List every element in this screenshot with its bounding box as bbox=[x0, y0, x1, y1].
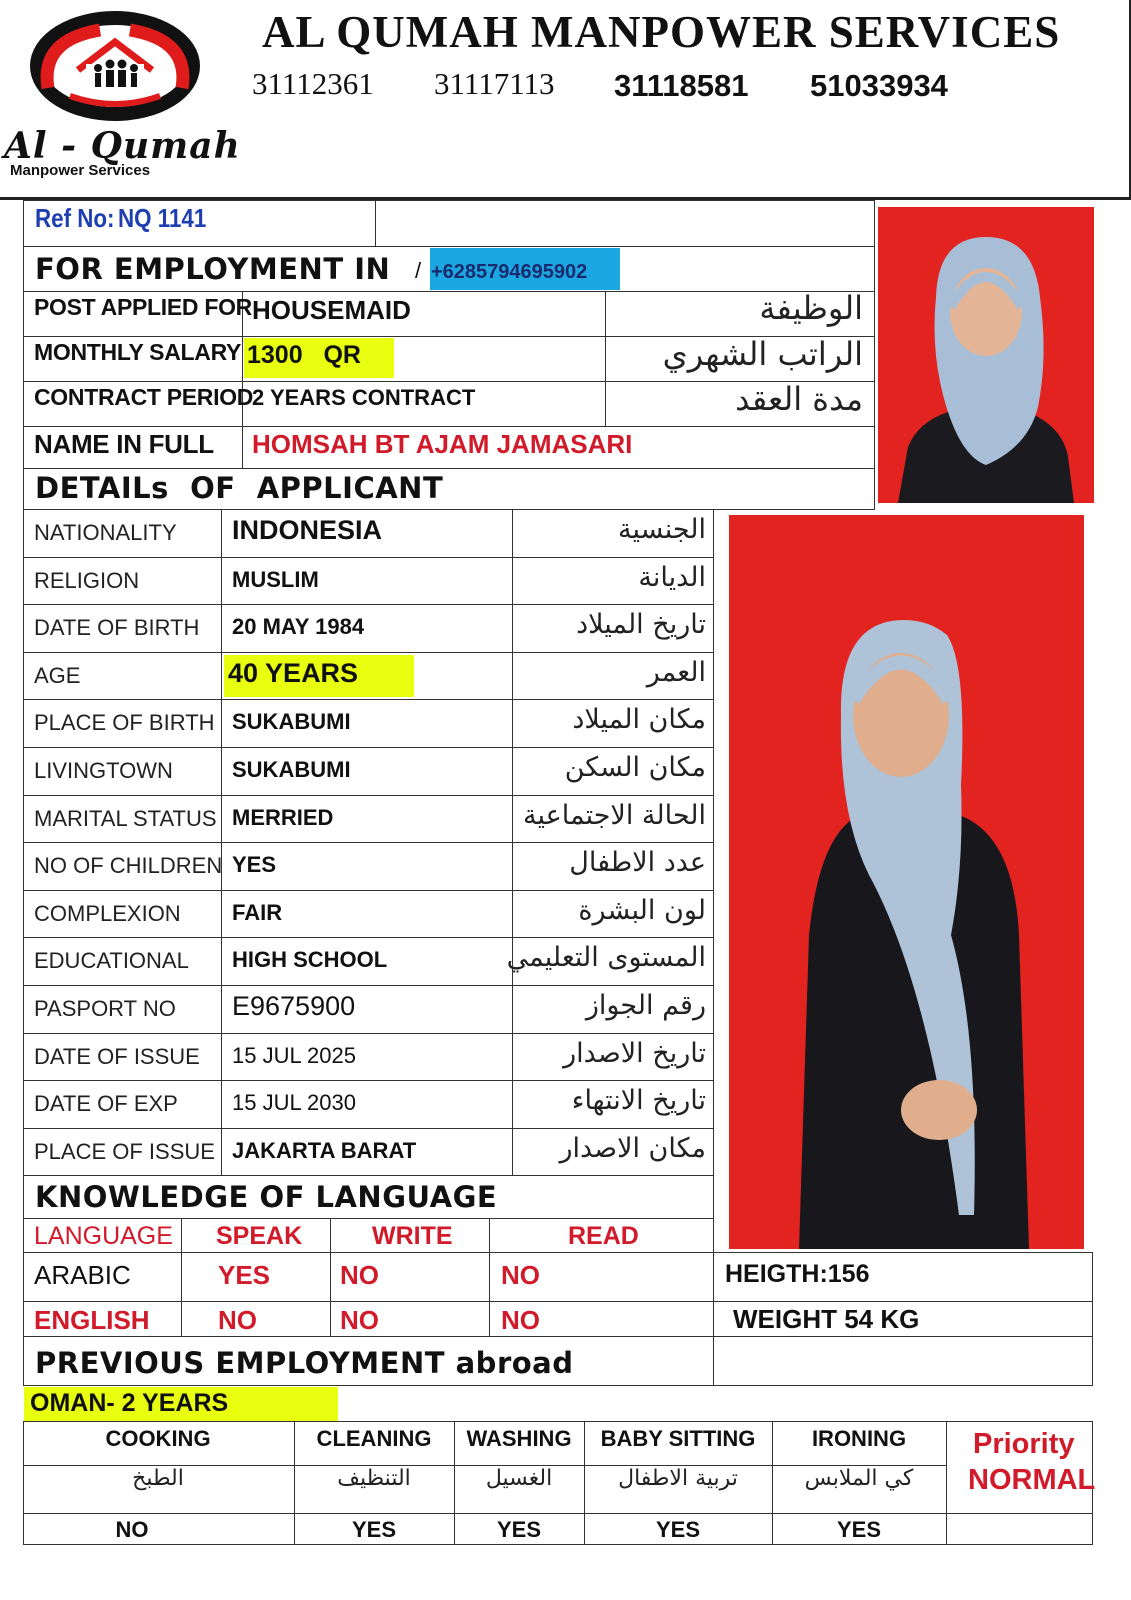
skill-arabic: التنظيف bbox=[337, 1466, 411, 1491]
post-label: POST APPLIED FOR bbox=[34, 294, 252, 320]
employment-phone: +6285794695902 bbox=[431, 261, 588, 283]
skill-name: IRONING bbox=[811, 1426, 907, 1451]
detail-label: PLACE OF ISSUE bbox=[34, 1138, 215, 1164]
detail-label: LIVINGTOWN bbox=[34, 758, 173, 783]
priority-label: Priority bbox=[973, 1428, 1075, 1460]
priority-value: NORMAL bbox=[968, 1464, 1096, 1496]
language-cell: NO bbox=[340, 1260, 379, 1290]
detail-label: NATIONALITY bbox=[34, 520, 177, 545]
skill-value: YES bbox=[496, 1517, 542, 1542]
language-column-header: WRITE bbox=[372, 1222, 453, 1250]
detail-arabic: الجنسية bbox=[617, 514, 706, 545]
language-cell: YES bbox=[218, 1260, 271, 1290]
detail-arabic: تاريخ الاصدار bbox=[563, 1037, 706, 1069]
previous-heading: PREVIOUS EMPLOYMENT abroad bbox=[35, 1346, 574, 1380]
employment-heading: FOR EMPLOYMENT IN bbox=[35, 252, 391, 286]
detail-arabic: المستوى التعليمي bbox=[506, 942, 706, 974]
contract-label: CONTRACT PERIOD bbox=[34, 384, 254, 410]
phone-2: 31117113 bbox=[434, 66, 555, 101]
ref-number: NQ 1141 bbox=[118, 203, 207, 233]
skill-cell bbox=[23, 1513, 295, 1545]
skill-name: BABY SITTING bbox=[600, 1426, 756, 1451]
previous-value: OMAN- 2 YEARS bbox=[30, 1389, 229, 1417]
detail-value: 15 JUL 2030 bbox=[232, 1090, 356, 1116]
detail-label: PLACE OF BIRTH bbox=[34, 710, 215, 736]
detail-label: DATE OF EXP bbox=[34, 1091, 178, 1117]
detail-value: MUSLIM bbox=[232, 566, 319, 592]
contract-value: 2 YEARS CONTRACT bbox=[252, 385, 476, 410]
previous-side-cell bbox=[713, 1336, 1093, 1386]
full-body-photo bbox=[729, 515, 1084, 1249]
detail-arabic: الحالة الاجتماعية bbox=[523, 799, 706, 831]
detail-arabic: مكان الاصدار bbox=[559, 1132, 706, 1164]
skill-name: WASHING bbox=[466, 1426, 572, 1451]
detail-label: DATE OF BIRTH bbox=[34, 615, 200, 641]
detail-arabic: تاريخ الانتهاء bbox=[571, 1085, 706, 1117]
skill-name: CLEANING bbox=[316, 1426, 432, 1451]
detail-label: MARITAL STATUS bbox=[34, 805, 217, 831]
ref-label: Ref No: bbox=[35, 203, 115, 233]
logo-wordmark: Al - Qumah bbox=[4, 125, 241, 167]
detail-value: SUKABUMI bbox=[232, 709, 351, 735]
portrait-photo bbox=[878, 207, 1094, 503]
detail-label: RELIGION bbox=[34, 567, 140, 593]
phone-4: 51033934 bbox=[810, 68, 948, 103]
detail-label: COMPLEXION bbox=[34, 900, 181, 926]
skill-value: YES bbox=[655, 1517, 701, 1542]
salary-value: 1300 QR bbox=[247, 341, 361, 369]
detail-value: INDONESIA bbox=[232, 515, 383, 545]
detail-value: HIGH SCHOOL bbox=[232, 947, 388, 973]
skill-name: COOKING bbox=[105, 1426, 211, 1451]
phone-3: 31118581 bbox=[614, 68, 749, 103]
language-cell: ENGLISH bbox=[34, 1305, 150, 1335]
detail-arabic: مكان السكن bbox=[564, 752, 706, 783]
language-column-header: SPEAK bbox=[216, 1222, 303, 1250]
detail-value: JAKARTA BARAT bbox=[232, 1137, 417, 1163]
employment-separator: / bbox=[415, 258, 422, 283]
detail-arabic: مكان الميلاد bbox=[572, 704, 706, 736]
skill-value: NO bbox=[115, 1517, 149, 1542]
detail-label: AGE bbox=[34, 662, 81, 688]
skill-arabic: الغسيل bbox=[485, 1466, 553, 1491]
skill-arabic: كي الملابس bbox=[804, 1466, 914, 1491]
skill-arabic: تربية الاطفال bbox=[618, 1466, 738, 1491]
detail-value: 40 YEARS bbox=[228, 657, 359, 688]
name-label: NAME IN FULL bbox=[34, 429, 214, 459]
detail-value: 20 MAY 1984 bbox=[232, 614, 365, 640]
company-name: AL QUMAH MANPOWER SERVICES bbox=[262, 7, 1061, 57]
full-name: HOMSAH BT AJAM JAMASARI bbox=[252, 429, 633, 459]
detail-value: YES bbox=[232, 852, 277, 878]
detail-arabic: رقم الجواز bbox=[585, 990, 706, 1021]
salary-label: MONTHLY SALARY bbox=[34, 339, 242, 365]
ref-side-cell bbox=[375, 200, 875, 247]
detail-arabic: العمر bbox=[646, 656, 706, 688]
details-heading: DETAILs OF APPLICANT bbox=[35, 471, 444, 505]
post-value: HOUSEMAID bbox=[252, 295, 411, 325]
detail-arabic: الديانة bbox=[638, 561, 706, 593]
language-cell: NO bbox=[218, 1305, 257, 1335]
language-cell: ARABIC bbox=[34, 1260, 131, 1290]
detail-arabic: لون البشرة bbox=[578, 894, 706, 926]
detail-label: PASPORT NO bbox=[34, 996, 176, 1021]
skill-value: YES bbox=[351, 1517, 397, 1542]
post-arabic: الوظيفة bbox=[759, 289, 863, 327]
weight-value: WEIGHT 54 KG bbox=[733, 1304, 920, 1334]
detail-label: DATE OF ISSUE bbox=[34, 1043, 200, 1069]
detail-label: EDUCATIONAL bbox=[34, 948, 189, 974]
detail-row bbox=[23, 652, 714, 701]
language-cell: NO bbox=[501, 1305, 540, 1335]
language-column-header: READ bbox=[568, 1222, 639, 1250]
detail-label: NO OF CHILDREN bbox=[34, 853, 223, 879]
skill-value: YES bbox=[836, 1517, 882, 1542]
detail-value: MERRIED bbox=[232, 804, 334, 830]
skill-arabic: الطبخ bbox=[132, 1466, 184, 1491]
detail-arabic: عدد الاطفال bbox=[569, 847, 706, 879]
detail-arabic: تاريخ الميلاد bbox=[576, 609, 706, 641]
contract-arabic: مدة العقد bbox=[735, 380, 863, 418]
height-value: HEIGTH:156 bbox=[725, 1260, 870, 1288]
detail-value: 15 JUL 2025 bbox=[232, 1042, 356, 1068]
detail-value: SUKABUMI bbox=[232, 757, 351, 782]
salary-arabic: الراتب الشهري bbox=[662, 335, 863, 373]
language-column-header: LANGUAGE bbox=[34, 1222, 173, 1250]
phone-1: 31112361 bbox=[252, 66, 374, 101]
language-cell: NO bbox=[501, 1260, 540, 1290]
letterhead bbox=[0, 0, 1131, 200]
detail-value: E9675900 bbox=[232, 991, 356, 1021]
priority-bottom-cell bbox=[946, 1513, 1093, 1545]
language-cell: NO bbox=[340, 1305, 379, 1335]
language-heading: KNOWLEDGE OF LANGUAGE bbox=[35, 1180, 498, 1214]
logo-tagline: Manpower Services bbox=[10, 162, 151, 179]
detail-value: FAIR bbox=[232, 899, 283, 925]
